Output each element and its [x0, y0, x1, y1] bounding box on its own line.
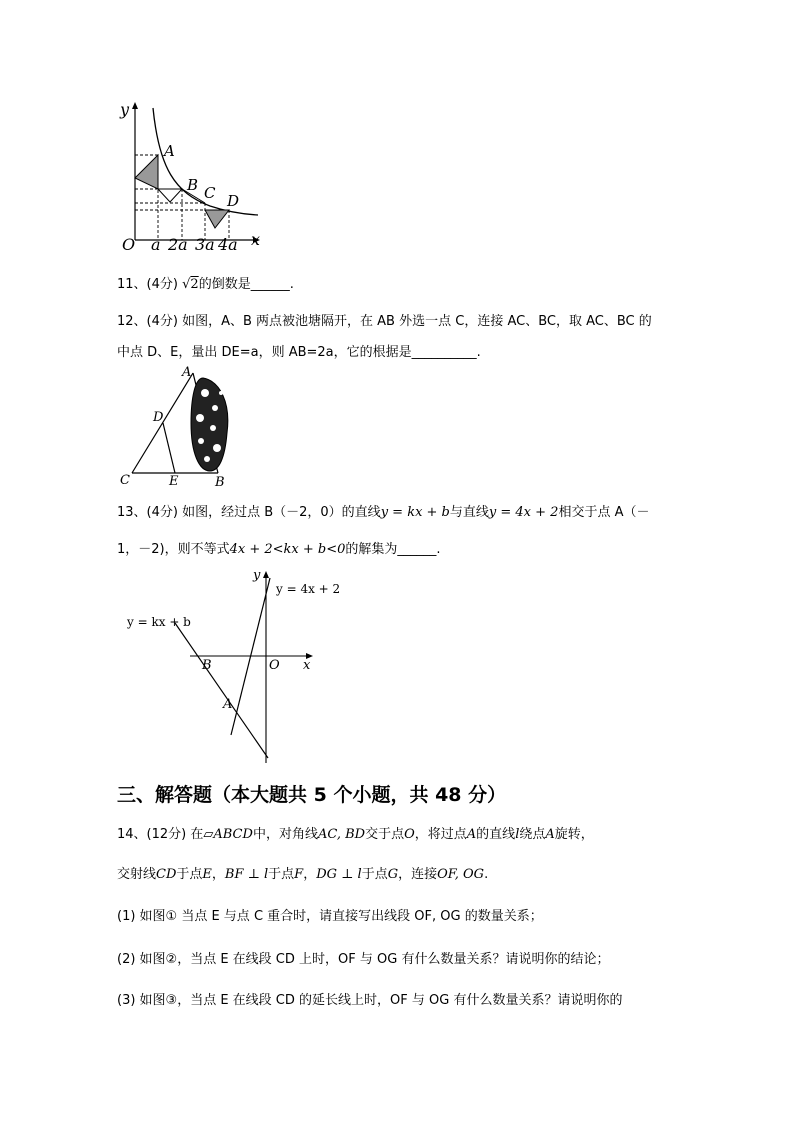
point-B: B [187, 176, 199, 194]
point-A: A [164, 142, 175, 160]
origin-label: O [269, 658, 280, 673]
label-A: A [182, 365, 192, 380]
sqrt-symbol: √2 [182, 277, 199, 292]
question-13-line2: 1，－2)，则不等式4x + 2<kx + b<0的解集为______. [117, 542, 441, 557]
tick-a: a [151, 235, 161, 254]
question-14-line2: 交射线CD于点E，BF ⊥ l于点F，DG ⊥ l于点G，连接OF, OG. [117, 867, 489, 882]
answer-blank: ______ [250, 277, 290, 292]
question-13-line1: 13、(4分) 如图，经过点 B（－2，0）的直线y = kx + b与直线y = 4x + 2相交于点 A（－ [117, 505, 650, 520]
label-D: D [153, 410, 164, 425]
label-A: A [223, 697, 233, 712]
section-heading: 三、解答题（本大题共 5 个小题，共 48 分） [117, 784, 507, 806]
y-axis-label: y [120, 100, 130, 119]
label-C: C [120, 473, 130, 488]
answer-blank: ______ [397, 542, 437, 557]
pond-icon [191, 378, 228, 471]
origin-label: O [122, 235, 136, 254]
x-axis-label: x [251, 230, 261, 249]
lines-figure [115, 563, 341, 768]
question-14-line1: 14、(12分) 在▱ABCD中，对角线AC, BD交于点O，将过点A的直线l绕点A旋转， [117, 827, 594, 842]
point-D: D [227, 192, 240, 210]
label-E: E [169, 474, 179, 489]
question-12-line2: 中点 D、E，量出 DE=a，则 AB=2a，它的根据是__________. [117, 345, 481, 360]
y-axis-label: y [253, 568, 261, 583]
answer-blank: __________ [411, 345, 477, 360]
hyperbola-figure [115, 98, 275, 253]
question-11: 11、(4分) √2的倒数是______. [117, 277, 294, 292]
x-axis-label: x [303, 658, 311, 673]
question-14-part1: (1) 如图① 当点 E 与点 C 重合时，请直接写出线段 OF, OG 的数量关系； [117, 909, 543, 924]
tick-2a: 2a [168, 235, 188, 254]
question-14-part3: (3) 如图③，当点 E 在线段 CD 的延长线上时，OF 与 OG 有什么数量关系？请说明你的 [117, 993, 623, 1008]
point-C: C [204, 184, 216, 202]
pond-figure [115, 363, 245, 491]
label-B: B [215, 475, 225, 490]
tick-4a: 4a [218, 235, 238, 254]
question-14-part2: (2) 如图②，当点 E 在线段 CD 上时，OF 与 OG 有什么数量关系？请说明你的结论； [117, 952, 610, 967]
tick-3a: 3a [195, 235, 215, 254]
line-label-kxb: y = kx + b [127, 615, 191, 629]
line-label-4x2: y = 4x + 2 [276, 582, 341, 596]
question-12-line1: 12、(4分) 如图，A、B 两点被池塘隔开，在 AB 外选一点 C，连接 AC、BC，取 AC、BC 的 [117, 314, 652, 329]
label-B: B [202, 658, 212, 673]
